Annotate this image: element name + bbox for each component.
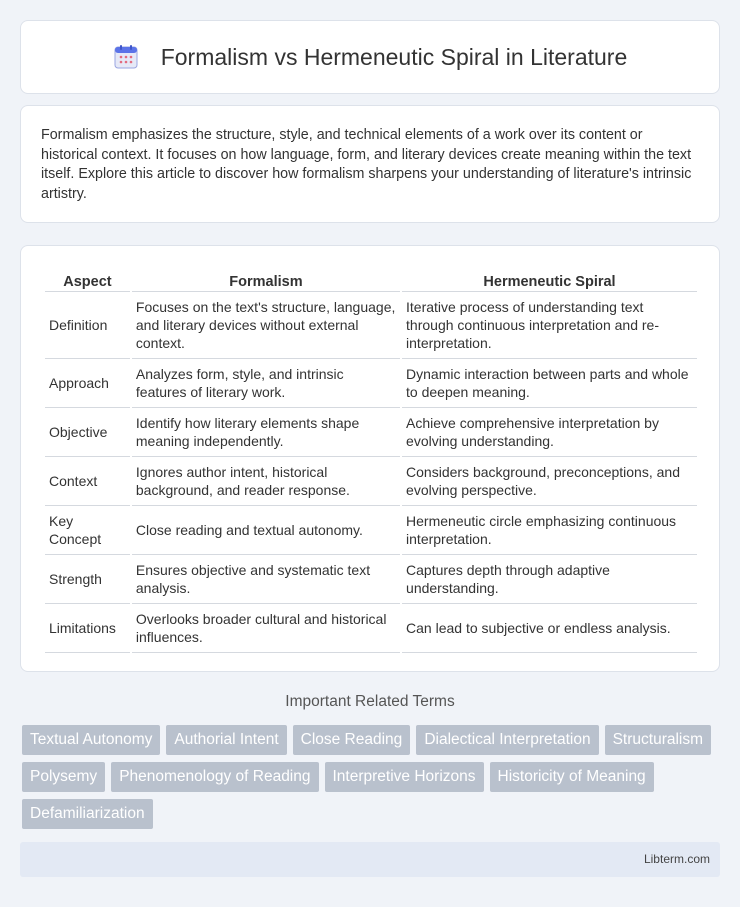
footer-site-link[interactable]: Libterm.com: [643, 852, 710, 866]
row-formalism: Ignores author intent, historical background, and reader response.: [132, 457, 400, 506]
related-term-tag[interactable]: Structuralism: [605, 725, 711, 755]
related-term-tag[interactable]: Authorial Intent: [166, 725, 286, 755]
row-formalism: Overlooks broader cultural and historical influences.: [132, 604, 400, 653]
row-aspect: Limitations: [45, 604, 130, 653]
calendar-icon: [113, 44, 139, 70]
page-title: Formalism vs Hermeneutic Spiral in Literature: [160, 43, 628, 70]
related-term-tag[interactable]: Close Reading: [293, 725, 411, 755]
table-row: [45, 359, 697, 408]
intro-card: [20, 105, 720, 223]
row-formalism: Analyzes form, style, and intrinsic features of literary work.: [132, 359, 400, 408]
row-hermeneutic: Captures depth through adaptive understanding.: [402, 555, 697, 604]
footer: [20, 842, 720, 877]
related-term-tag[interactable]: Interpretive Horizons: [325, 762, 484, 792]
header-formalism: Formalism: [132, 264, 400, 292]
related-term-tag[interactable]: Textual Autonomy: [22, 725, 160, 755]
related-term-tag[interactable]: Polysemy: [22, 762, 105, 792]
row-hermeneutic: Hermeneutic circle emphasizing continuous interpretation.: [402, 506, 697, 555]
row-aspect: Strength: [45, 555, 130, 604]
row-aspect: Definition: [45, 292, 130, 359]
table-row: [45, 292, 697, 359]
comparison-table: [43, 264, 699, 653]
row-hermeneutic: Considers background, preconceptions, and evolving perspective.: [402, 457, 697, 506]
header-hermeneutic-spiral: Hermeneutic Spiral: [402, 264, 697, 292]
row-formalism: Ensures objective and systematic text analysis.: [132, 555, 400, 604]
row-hermeneutic: Achieve comprehensive interpretation by evolving understanding.: [402, 408, 697, 457]
row-formalism: Identify how literary elements shape meaning independently.: [132, 408, 400, 457]
table-row: [45, 457, 697, 506]
row-hermeneutic: Can lead to subjective or endless analysis.: [402, 604, 697, 653]
intro-text: Formalism emphasizes the structure, style, and technical elements of a work over its content or historical context. It focuses on how language, form, and literary devices create meaning within the text itself. Explore this article to discover how formalism sharpens your understanding of literature's intrinsic artistry.: [41, 127, 692, 202]
related-term-tag[interactable]: Defamiliarization: [22, 799, 153, 829]
row-aspect: Approach: [45, 359, 130, 408]
row-aspect: Key Concept: [45, 506, 130, 555]
row-formalism: Close reading and textual autonomy.: [132, 506, 400, 555]
header-card: [20, 20, 720, 94]
row-aspect: Objective: [45, 408, 130, 457]
table-row: [45, 555, 697, 604]
table-row: [45, 408, 697, 457]
comparison-card: [20, 245, 720, 672]
related-terms-list: [22, 725, 722, 829]
header-aspect: Aspect: [45, 264, 130, 292]
related-terms-title: Important Related Terms: [285, 693, 455, 710]
related-term-tag[interactable]: Dialectical Interpretation: [416, 725, 598, 755]
table-row: [45, 604, 697, 653]
row-formalism: Focuses on the text's structure, language, and literary devices without external context.: [132, 292, 400, 359]
related-term-tag[interactable]: Phenomenology of Reading: [111, 762, 318, 792]
row-hermeneutic: Iterative process of understanding text through continuous interpretation and re-interpretation.: [402, 292, 697, 359]
related-term-tag[interactable]: Historicity of Meaning: [490, 762, 654, 792]
table-header-row: [45, 264, 697, 292]
row-aspect: Context: [45, 457, 130, 506]
table-row: [45, 506, 697, 555]
row-hermeneutic: Dynamic interaction between parts and whole to deepen meaning.: [402, 359, 697, 408]
